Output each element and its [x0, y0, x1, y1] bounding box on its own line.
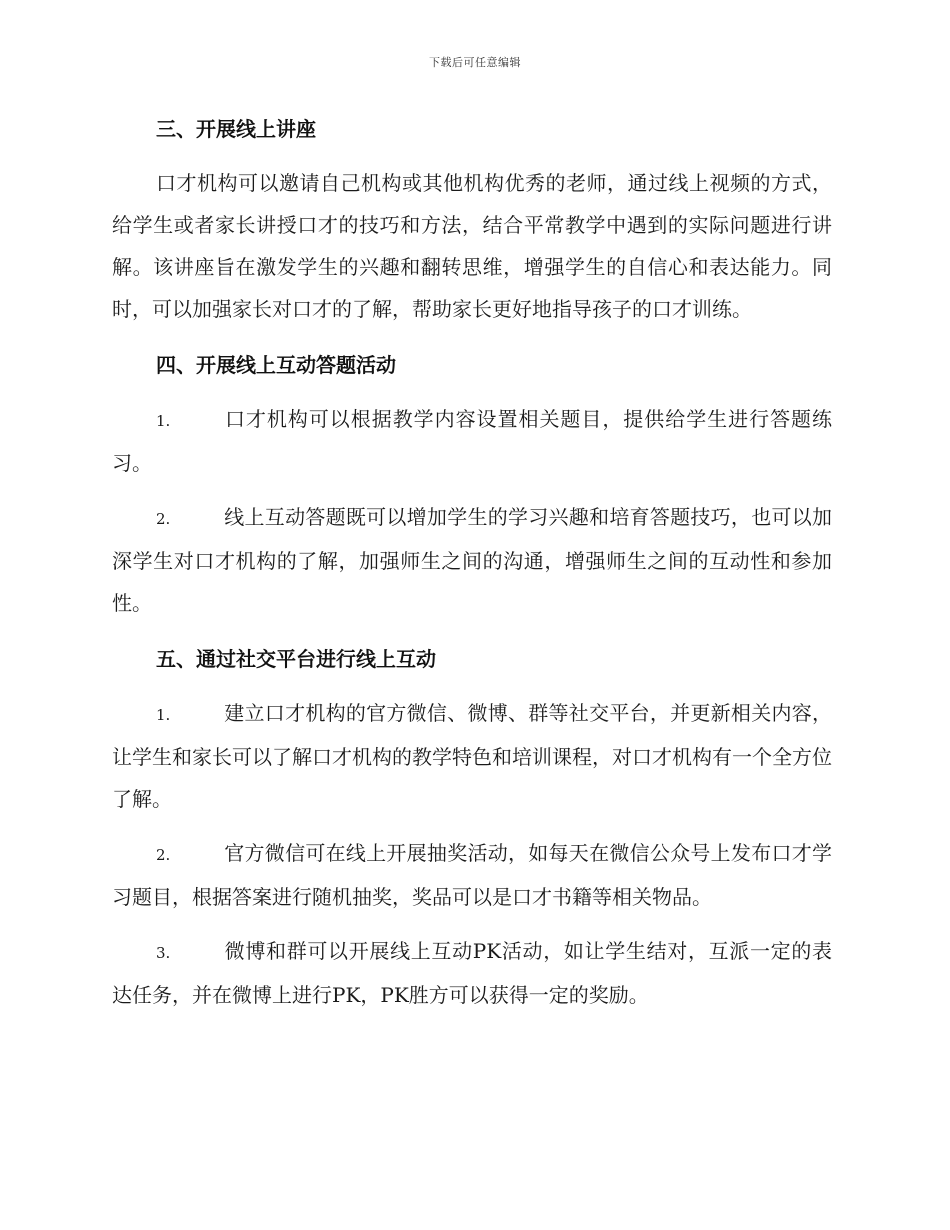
list-item-number: 3. [156, 944, 171, 962]
list-item-text: 口才机构可以根据教学内容设置相关题目，提供给学生进行答题练习。 [112, 407, 832, 475]
list-item [112, 398, 832, 484]
list-item-text: 建立口才机构的官方微信、微博、群等社交平台，并更新相关内容，让学生和家长可以了解口才机构的教学特色和培训课程，对口才机构有一个全方位了解。 [112, 701, 832, 811]
list-item [112, 832, 832, 918]
list-item [112, 496, 832, 624]
list-item [112, 930, 832, 1016]
section-paragraph-lecture: 口才机构可以邀请自己机构或其他机构优秀的老师，通过线上视频的方式，给学生或者家长讲授口才的技巧和方法，结合平常教学中遇到的实际问题进行讲解。该讲座旨在激发学生的兴趣和翻转思维，增强学生的自信心和表达能力。同时，可以加强家长对口才的了解，帮助家长更好地指导孩子的口才训练。 [112, 171, 832, 321]
list-item-text: 线上互动答题既可以增加学生的学习兴趣和培育答题技巧，也可以加深学生对口才机构的了解，加强师生之间的沟通，增强师生之间的互动性和参加性。 [112, 505, 832, 615]
list-item-text: 微博和群可以开展线上互动PK活动，如让学生结对，互派一定的表达任务，并在微博上进行PK，PK胜方可以获得一定的奖励。 [112, 939, 832, 1007]
page-header: 下载后可任意编辑 [429, 56, 521, 69]
list-item-number: 1. [156, 412, 171, 430]
list-item-text: 官方微信可在线上开展抽奖活动，如每天在微信公众号上发布口才学习题目，根据答案进行随机抽奖，奖品可以是口才书籍等相关物品。 [112, 841, 832, 909]
list-item-number: 1. [156, 706, 171, 724]
section-title-lecture: 三、开展线上讲座 [156, 117, 316, 141]
list-item-number: 2. [156, 846, 171, 864]
list-item-number: 2. [156, 510, 171, 528]
section-title-social: 五、通过社交平台进行线上互动 [156, 647, 436, 671]
section-title-quiz: 四、开展线上互动答题活动 [156, 353, 396, 377]
document-body [112, 108, 832, 1028]
list-item [112, 692, 832, 820]
